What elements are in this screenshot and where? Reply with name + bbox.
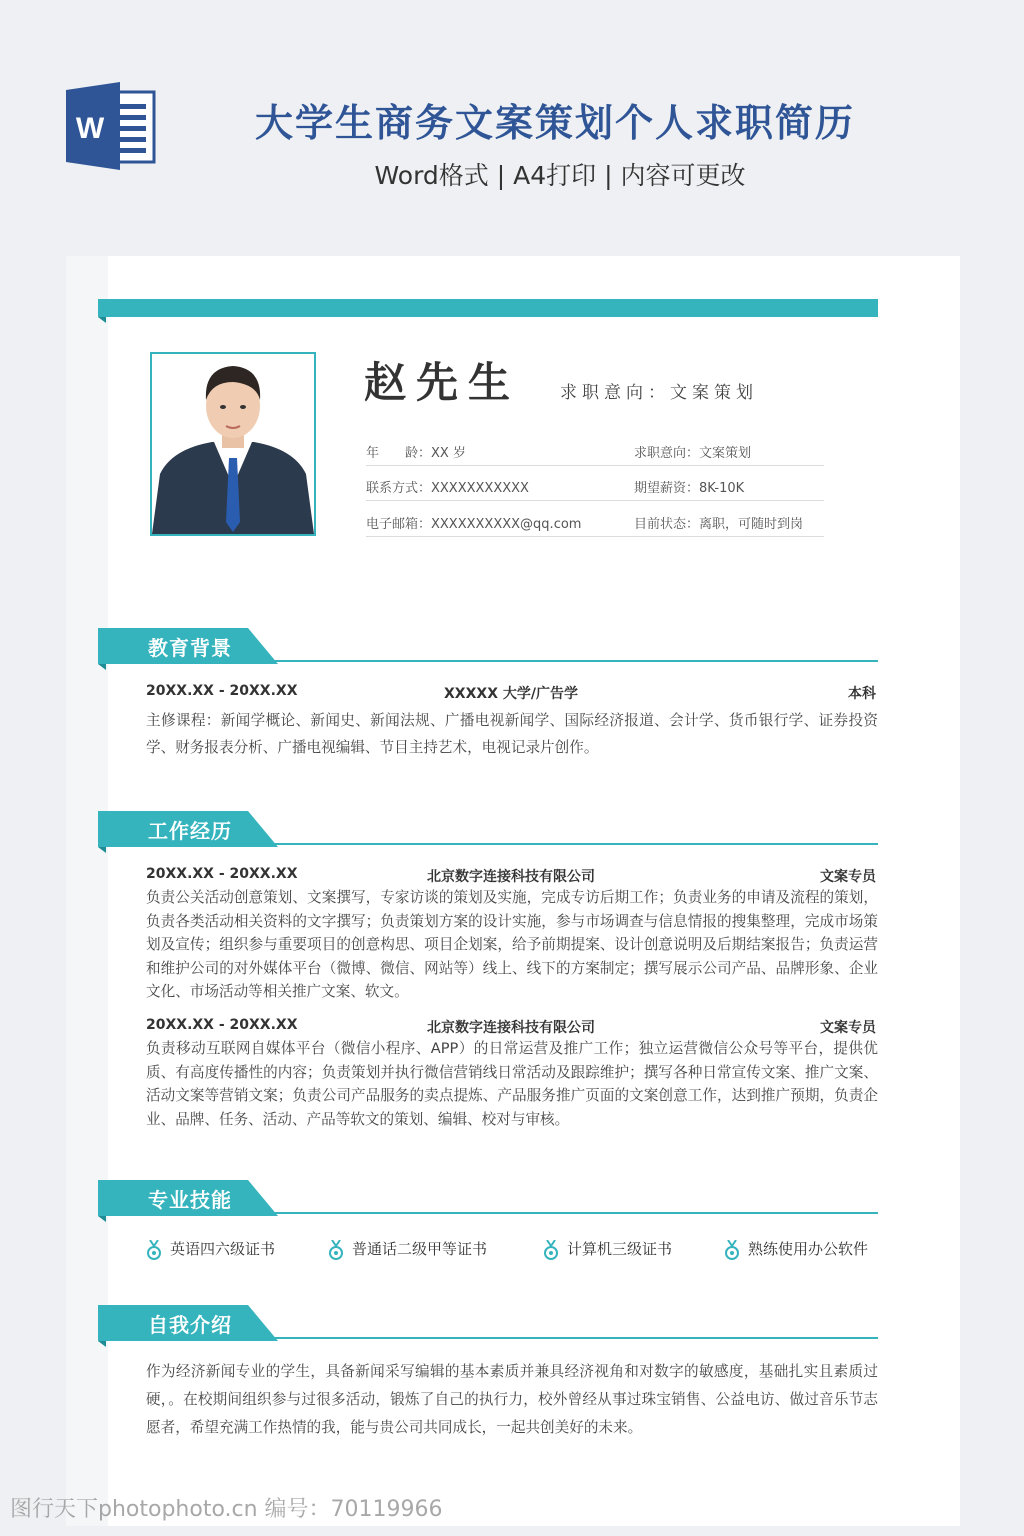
skill-label: 熟练使用办公软件 [748,1240,869,1258]
job-row [146,1017,876,1037]
page-subtitle: Word格式 | A4打印 | 内容可更改 [374,161,746,190]
education-school: XXXXX 大学/广告学 [444,686,578,702]
self-introduction: 作为经济新闻专业的学生，具备新闻采写编辑的基本素质并兼具经济视角和对数字的敏感度，基础扎实且素质过硬，。在校期间组织参与过很多活动，锻炼了自己的执行力，校外曾经从事过珠宝销售、公益电访、做过音乐节志愿者，希望充满工作热情的我，能与贵公司共同成长，一起共创美好的未来。 [146,1363,878,1436]
avatar-photo [150,352,316,536]
education-row [146,683,876,703]
section-title: 教育背景 [148,636,232,660]
info-age: 年 龄：XX 岁 [366,446,466,461]
job-description: 负责公关活动创意策划、文案撰写，专家访谈的策划及实施，完成专访后期工作；负责业务的申请及流程的策划，负责各类活动相关资料的文字撰写；负责策划方案的设计实施，参与市场调查与信息情报的搜集整理，完成市场策划及宣传；组织参与重要项目的创意构思、项目企划案，给予前期提案、设计创意说明及后期结案报告；负责运营和维护公司的对外媒体平台（微博、微信、网站等）线上、线下的方案制定；撰写展示公司产品、品牌形象、企业文化、市场活动等相关推广文案、软文。 [146,889,878,1000]
top-accent-bar [98,299,878,317]
skill-item [146,1238,275,1260]
job-company: 北京数字连接科技有限公司 [427,1020,595,1036]
avatar-illustration-icon [152,354,314,534]
section-fold [98,664,106,670]
page-title: 大学生商务文案策划个人求职简历 [254,101,855,145]
skills-list [146,1238,886,1262]
medal-icon [328,1240,344,1260]
job-date: 20XX.XX - 20XX.XX [146,866,298,882]
section-divider [273,843,878,845]
section-header-work [98,811,878,847]
section-divider [273,1212,878,1214]
section-header-about [98,1305,878,1341]
job-date: 20XX.XX - 20XX.XX [146,1017,298,1033]
section-header-skills [98,1180,878,1216]
skill-item [724,1238,868,1260]
section-header-education [98,628,878,664]
info-salary: 期望薪资：8K-10K [634,481,745,496]
section-divider [273,660,878,662]
job-intent: 求职意向：文案策划 [560,383,758,403]
section-title: 工作经历 [148,819,232,843]
word-logo-letter: W [75,112,105,145]
skill-label: 计算机三级证书 [567,1240,673,1258]
medal-icon [724,1240,740,1260]
job-company: 北京数字连接科技有限公司 [427,869,595,885]
section-divider [273,1337,878,1339]
skill-item [328,1238,487,1260]
job-role: 文案专员 [820,869,876,885]
skill-label: 英语四六级证书 [170,1240,276,1258]
section-fold [98,1341,106,1347]
section-fold [98,847,106,853]
info-row [366,437,824,466]
medal-icon [543,1240,559,1260]
info-status: 目前状态：离职，可随时到岗 [634,517,804,532]
job-description: 负责移动互联网自媒体平台（微信小程序、APP）的日常运营及推广工作；独立运营微信公众号等平台，提供优质、有高度传播性的内容；负责策划并执行微信营销线日常活动及跟踪维护；撰写各种日常宣传文案、推广文案、活动文案等营销文案；负责公司产品服务的卖点提炼、产品服务推广页面的文案创意工作，达到推广预期，负责企业、品牌、任务、活动、产品等软文的策划、编辑、校对与审核。 [146,1040,878,1128]
skill-item [543,1238,672,1260]
info-email: 电子邮箱：XXXXXXXXXX@qq.com [366,517,582,532]
info-row [366,508,824,537]
info-phone: 联系方式：XXXXXXXXXXX [366,481,529,496]
section-fold [98,1216,106,1222]
info-row [366,472,824,501]
education-degree: 本科 [848,686,876,702]
candidate-name: 赵先生 [364,358,521,407]
education-courses: 主修课程：新闻学概论、新闻史、新闻法规、广播电视新闻学、国际经济报道、会计学、货币银行学、证券投资学、财务报表分析、广播电视编辑、节目主持艺术，电视记录片创作。 [146,712,878,756]
job-row [146,866,876,886]
section-title: 自我介绍 [148,1313,232,1337]
education-date: 20XX.XX - 20XX.XX [146,683,298,699]
medal-icon [146,1240,162,1260]
job-role: 文案专员 [820,1020,876,1036]
skill-label: 普通话二级甲等证书 [352,1240,488,1258]
info-intent: 求职意向：文案策划 [634,446,752,461]
watermark-text: 图行天下photophoto.cn 编号：70119966 [10,1497,443,1522]
section-title: 专业技能 [148,1188,232,1212]
